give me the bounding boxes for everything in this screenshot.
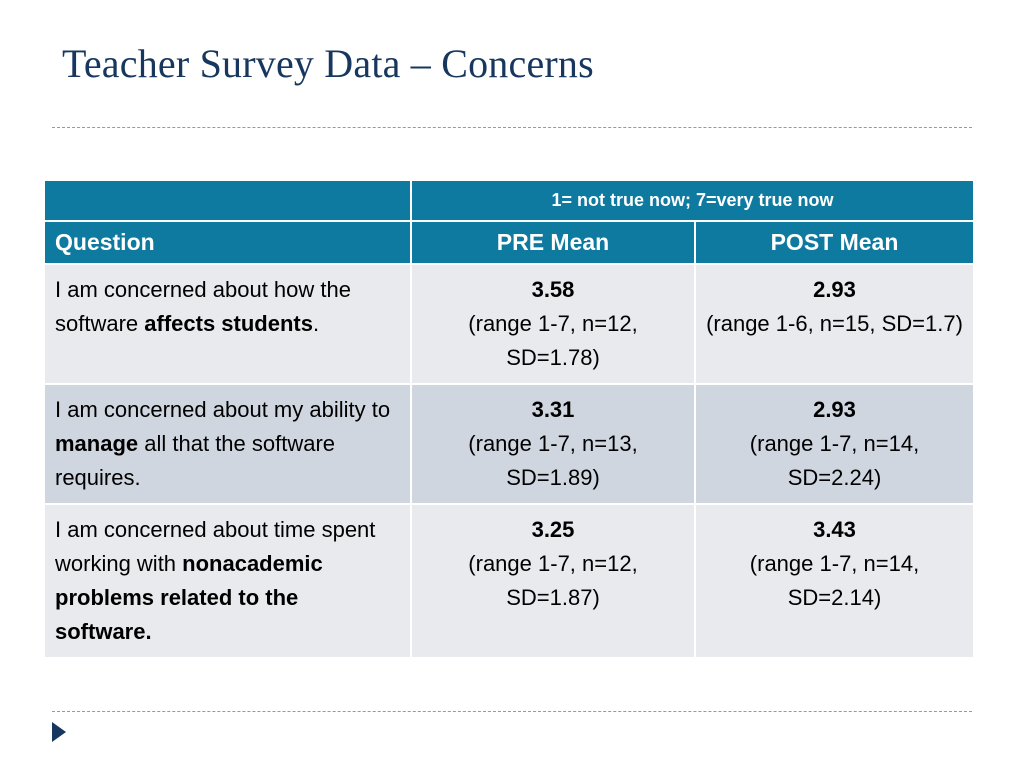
- triangle-right-icon: [52, 722, 66, 742]
- pre-mean-cell: [411, 264, 695, 384]
- empty-header-cell: [44, 180, 411, 221]
- post-mean-detail: (range 1-7, n=14, SD=2.14): [749, 551, 920, 610]
- question-text: I am concerned about how the software: [55, 277, 351, 336]
- header-pre-mean: PRE Mean: [411, 221, 695, 264]
- pre-mean-cell: [411, 504, 695, 658]
- pre-mean-cell: [411, 384, 695, 504]
- table-row: [44, 504, 974, 658]
- table-row: [44, 384, 974, 504]
- post-mean-value: 2.93: [813, 277, 856, 302]
- column-header-row: [44, 221, 974, 264]
- header-question: Question: [44, 221, 411, 264]
- survey-table: [43, 179, 975, 659]
- pre-mean-detail: (range 1-7, n=13, SD=1.89): [468, 431, 638, 490]
- question-text: I am concerned about my ability to: [55, 397, 391, 422]
- post-mean-cell: [695, 384, 974, 504]
- question-cell: [44, 384, 411, 504]
- pre-mean-value: 3.58: [531, 277, 575, 302]
- header-post-mean: POST Mean: [695, 221, 974, 264]
- scale-header-row: [44, 180, 974, 221]
- footer-divider: [52, 711, 972, 712]
- post-mean-detail: (range 1-7, n=14, SD=2.24): [749, 431, 920, 490]
- slide-title: Teacher Survey Data – Concerns: [62, 41, 594, 86]
- question-text-end: all that the software requires.: [55, 431, 336, 490]
- question-emphasis: manage: [55, 431, 139, 456]
- title-divider: [52, 127, 972, 128]
- question-cell: [44, 504, 411, 658]
- pre-mean-detail: (range 1-7, n=12, SD=1.78): [468, 311, 638, 370]
- question-text-end: .: [312, 311, 320, 336]
- post-mean-value: 3.43: [813, 517, 856, 542]
- post-mean-detail: (range 1-6, n=15, SD=1.7): [706, 311, 963, 336]
- post-mean-cell: [695, 264, 974, 384]
- table-row: [44, 264, 974, 384]
- post-mean-value: 2.93: [813, 397, 856, 422]
- question-text: I am concerned about time spent working with: [55, 517, 376, 576]
- post-mean-cell: [695, 504, 974, 658]
- pre-mean-detail: (range 1-7, n=12, SD=1.87): [468, 551, 638, 610]
- question-emphasis: nonacademic problems related to the software.: [55, 551, 323, 644]
- pre-mean-value: 3.25: [531, 517, 575, 542]
- question-emphasis: affects students: [144, 311, 313, 336]
- question-cell: [44, 264, 411, 384]
- pre-mean-value: 3.31: [531, 397, 575, 422]
- scale-note: 1= not true now; 7=very true now: [411, 180, 974, 221]
